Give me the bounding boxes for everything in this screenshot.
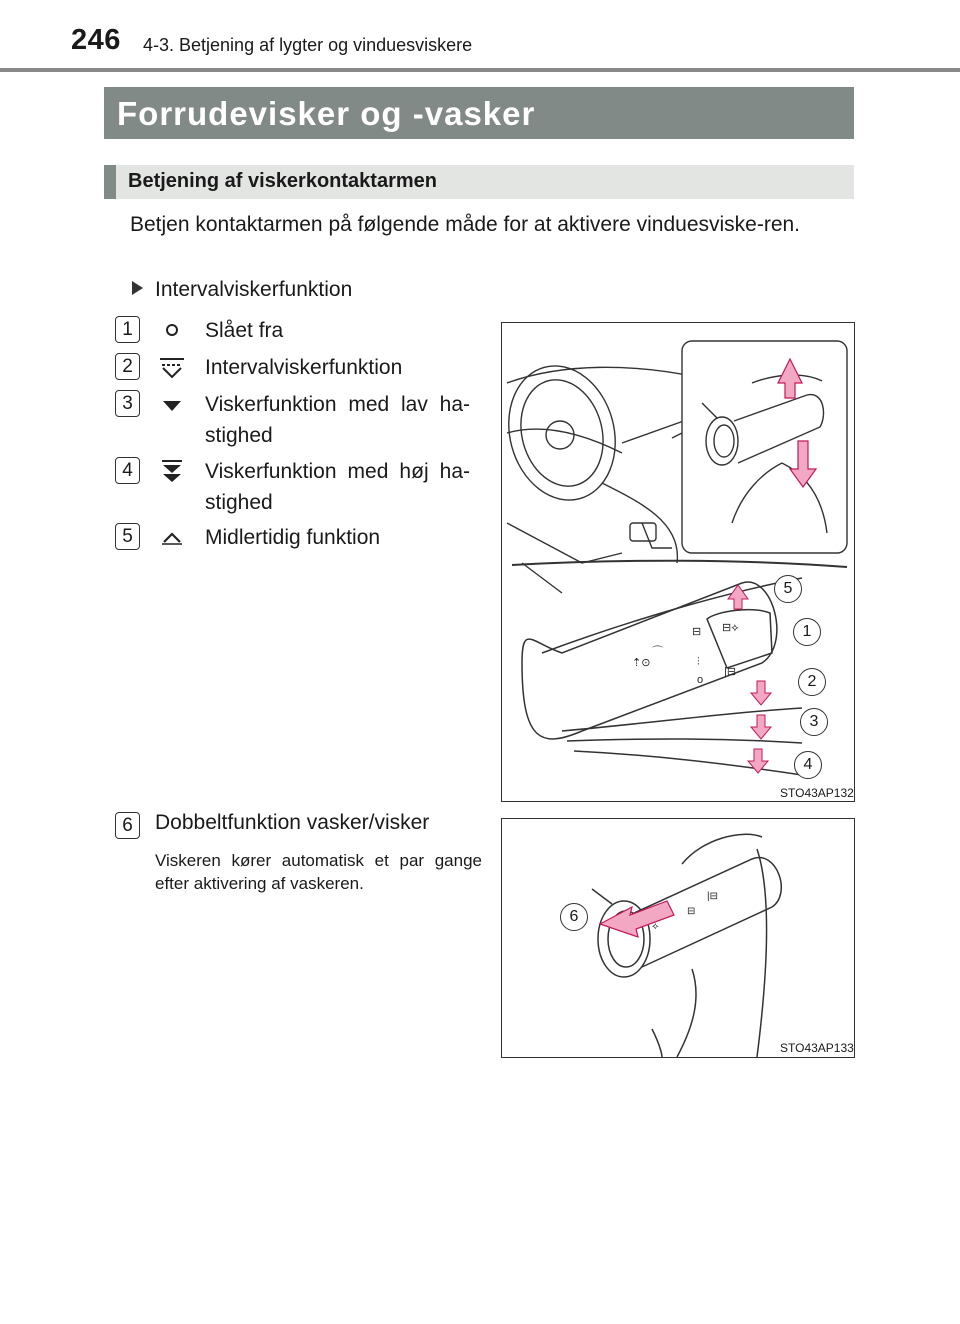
- low-speed-arrow-icon: [157, 392, 187, 420]
- option-number-6: 6: [115, 812, 140, 839]
- svg-text:|⊟: |⊟: [724, 666, 737, 678]
- svg-text:o: o: [697, 674, 704, 686]
- washer-lever-illustration: [502, 819, 854, 1057]
- washer-title: Dobbeltfunktion vasker/visker: [155, 811, 430, 834]
- figure-callout-1: 1: [793, 618, 821, 646]
- option-text-5: Midlertidig funktion: [205, 526, 381, 549]
- option-number-2: 2: [115, 353, 140, 380]
- option-number-4: 4: [115, 457, 140, 484]
- figure-washer-lever: [501, 818, 855, 1058]
- svg-text:⫶: ⫶: [697, 656, 700, 668]
- option-text-1: Slået fra: [205, 319, 284, 342]
- svg-text:⊟: ⊟: [687, 906, 696, 917]
- option-text-3: Viskerfunktion med lav ha-stighed: [205, 393, 470, 447]
- intermittent-wiper-icon: [157, 354, 187, 382]
- bullet-heading: [132, 278, 352, 302]
- option-number-3: 3: [115, 390, 140, 417]
- figure-callout-5: 5: [774, 575, 802, 603]
- subsection-banner: [104, 165, 854, 199]
- option-number-5: 5: [115, 523, 140, 550]
- section-title: Forrudevisker og -vasker: [117, 95, 536, 132]
- svg-text:⇡⊙: ⇡⊙: [632, 657, 651, 669]
- section-banner: [104, 87, 854, 139]
- figure-callout-3: 3: [800, 708, 828, 736]
- figure-callout-4: 4: [794, 751, 822, 779]
- washer-note: Viskeren kører automatisk et par gange efter aktivering af vaskeren.: [155, 851, 482, 893]
- svg-text:⊟⟡: ⊟⟡: [722, 622, 739, 634]
- mist-chevron-icon: [157, 524, 187, 552]
- figure-code-2: STO43AP133: [780, 1041, 854, 1055]
- option-number-1: 1: [115, 316, 140, 343]
- subsection-accent-bar: [104, 165, 116, 199]
- svg-text:⊟: ⊟: [692, 626, 702, 638]
- high-speed-double-arrow-icon: [157, 458, 187, 486]
- option-text-4: Viskerfunktion med høj ha-stighed: [205, 460, 470, 514]
- intro-paragraph: Betjen kontaktarmen på følgende måde for at aktivere vinduesviske-ren.: [130, 213, 801, 236]
- subsection-title: Betjening af viskerkontaktarmen: [128, 170, 437, 192]
- header-rule: [0, 68, 960, 72]
- svg-text:⟡: ⟡: [652, 921, 659, 932]
- figure-code-1: STO43AP132: [780, 786, 854, 800]
- bullet-heading-text: Intervalviskerfunktion: [155, 278, 353, 301]
- chapter-title: 4-3. Betjening af lygter og vinduesviskere: [143, 35, 473, 55]
- figure-wiper-lever: [501, 322, 855, 802]
- figure-callout-2: 2: [798, 668, 826, 696]
- svg-text:⌒: ⌒: [652, 646, 663, 658]
- off-circle-icon: [157, 316, 187, 344]
- svg-text:|⊟: |⊟: [707, 891, 718, 902]
- option-text-2: Intervalviskerfunktion: [205, 356, 403, 379]
- page-number: 246: [71, 24, 121, 56]
- bullet-triangle-icon: [132, 281, 143, 295]
- figure-callout-6: 6: [560, 903, 588, 931]
